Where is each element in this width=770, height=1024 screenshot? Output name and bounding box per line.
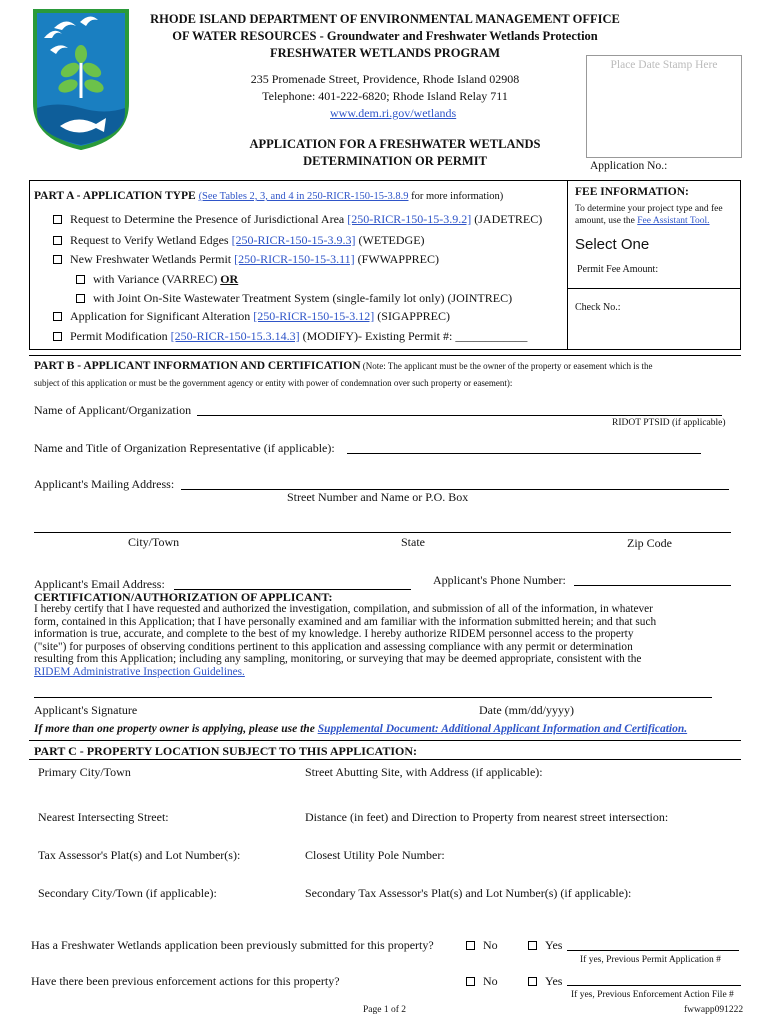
ridem-logo <box>32 8 130 150</box>
certification-heading: CERTIFICATION/AUTHORIZATION OF APPLICANT: <box>34 590 333 604</box>
ridot-ptsid-label: RIDOT PTSID (if applicable) <box>612 418 726 428</box>
form-title-line-2: DETERMINATION OR PERMIT <box>303 154 487 168</box>
form-code: fwwapp091222 <box>684 1005 744 1015</box>
form-title-line-1: APPLICATION FOR A FRESHWATER WETLANDS <box>249 137 541 151</box>
previous-application-question: Has a Freshwater Wetlands application been previously submitted for this property? <box>31 938 434 952</box>
representative-label: Name and Title of Organization Representative (if applicable): <box>34 441 335 455</box>
distance-label: Distance (in feet) and Direction to Property from nearest street intersection: <box>305 810 669 824</box>
representative-field[interactable] <box>347 453 701 454</box>
option-sigapprec[interactable]: Application for Significant Alteration [250-RICR-150-15-3.12] (SIGAPPREC) <box>53 309 450 324</box>
primary-city-label: Primary City/Town <box>38 765 131 779</box>
check-number-label: Check No.: <box>575 302 621 313</box>
certification-text: I hereby certify that I have requested and authorized the investigation, compilation, and submission of all of the information, in whatever form, contained in this Application; that I have personally examined and am familiar with the information submitted herein; and that such information is true, accurate, and complete to the best of my knowledge. I hereby authorize RIDEM personnel access to the property ("site") for purposes of observing conditions pertinent to this application and assessing compliance with any permit or determination resulting from this Application; including any sampling, monitoring, or surveying that may be deemed appropriate, consistent with the RIDEM Administrative Inspection Guidelines. <box>34 603 657 678</box>
enforcement-yes[interactable]: Yes <box>528 974 562 989</box>
checkbox[interactable] <box>76 275 85 284</box>
checkbox[interactable] <box>53 332 62 341</box>
city-state-zip-field[interactable] <box>34 532 731 533</box>
enforcement-no[interactable]: No <box>466 974 498 989</box>
part-a-tables-link[interactable]: (See Tables 2, 3, and 4 in 250-RICR-150-15-3.8.9 <box>198 191 409 202</box>
secondary-city-label: Secondary City/Town (if applicable): <box>38 886 217 900</box>
option-fwwapprec[interactable]: New Freshwater Wetlands Permit [250-RICR-150-15-3.11] (FWWAPPREC) <box>53 252 439 267</box>
zip-label: Zip Code <box>627 536 672 550</box>
part-c-heading: PART C - PROPERTY LOCATION SUBJECT TO THIS APPLICATION: <box>34 744 418 758</box>
utility-pole-label: Closest Utility Pole Number: <box>305 848 445 862</box>
checkbox[interactable] <box>53 312 62 321</box>
agency-address: 235 Promenade Street, Providence, Rhode Island 02908 <box>250 72 520 86</box>
checkbox[interactable] <box>466 977 475 986</box>
enforcement-question: Have there been previous enforcement actions for this property? <box>31 974 340 988</box>
part-a-heading: PART A - APPLICATION TYPE <box>34 190 196 202</box>
applicant-name-label: Name of Applicant/Organization <box>34 403 192 417</box>
email-label: Applicant's Email Address: <box>34 577 165 591</box>
option-wetedge[interactable]: Request to Verify Wetland Edges [250-RICR-150-15-3.9.3] (WETEDGE) <box>53 233 425 248</box>
date-stamp-box <box>586 55 742 158</box>
nearest-street-label: Nearest Intersecting Street: <box>38 810 169 824</box>
supplemental-document-link[interactable]: Supplemental Document: Additional Applicant Information and Certification. <box>317 723 688 735</box>
street-label: Street Number and Name or P.O. Box <box>287 490 469 504</box>
part-b-heading: PART B - APPLICANT INFORMATION AND CERTIFICATION <box>34 360 361 372</box>
agency-line-2: OF WATER RESOURCES - Groundwater and Freshwater Wetlands Protection <box>172 29 598 43</box>
fee-assistant-link[interactable]: Fee Assistant Tool. <box>637 216 710 226</box>
fee-description-2: amount, use the Fee Assistant Tool. <box>575 216 710 226</box>
page-number: Page 1 of 2 <box>363 1005 407 1015</box>
agency-line-1: RHODE ISLAND DEPARTMENT OF ENVIRONMENTAL MANAGEMENT OFFICE <box>150 12 620 26</box>
inspection-guidelines-link[interactable]: RIDEM Administrative Inspection Guidelines. <box>34 665 245 678</box>
fee-description-1: To determine your project type and fee <box>575 204 723 214</box>
program-name: FRESHWATER WETLANDS PROGRAM <box>269 46 501 60</box>
part-a-heading-row: PART A - APPLICATION TYPE (See Tables 2, 3, and 4 in 250-RICR-150-15-3.8.9 for more information) <box>34 190 504 202</box>
multi-owner-note: If more than one property owner is applying, please use the Supplemental Document: Additional Applicant Information and Certification. <box>34 723 688 735</box>
checkbox[interactable] <box>466 941 475 950</box>
signature-label: Applicant's Signature <box>34 703 138 717</box>
checkbox[interactable] <box>53 236 62 245</box>
part-b-heading-row: PART B - APPLICANT INFORMATION AND CERTIFICATION (Note: The applicant must be the owner of the property or easement which is the <box>34 360 653 372</box>
street-abutting-label: Street Abutting Site, with Address (if applicable): <box>305 765 543 779</box>
phone-label: Applicant's Phone Number: <box>433 573 566 587</box>
checkbox[interactable] <box>528 941 537 950</box>
agency-website-link[interactable]: www.dem.ri.gov/wetlands <box>330 106 457 120</box>
tax-plat-label: Tax Assessor's Plat(s) and Lot Number(s): <box>38 848 241 862</box>
state-label: State <box>401 535 425 549</box>
option-jadetrec[interactable]: Request to Determine the Presence of Jurisdictional Area [250-RICR-150-15-3.9.2] (JADETREC) <box>53 212 542 227</box>
checkbox[interactable] <box>76 294 85 303</box>
option-modify[interactable]: Permit Modification [250-RICR-150-15.3.14.3] (MODIFY)- Existing Permit #: ____________ <box>53 329 527 344</box>
previous-permit-label: If yes, Previous Permit Application # <box>580 955 721 965</box>
date-label: Date (mm/dd/yyyy) <box>479 703 574 717</box>
previous-permit-field[interactable] <box>567 950 739 951</box>
previous-enforcement-field[interactable] <box>567 985 741 986</box>
phone-field[interactable] <box>574 585 731 586</box>
application-number-label: Application No.: <box>590 160 668 172</box>
previous-enforcement-label: If yes, Previous Enforcement Action File # <box>571 990 734 1000</box>
permit-fee-label: Permit Fee Amount: <box>577 264 659 275</box>
mailing-address-label: Applicant's Mailing Address: <box>34 477 175 491</box>
secondary-tax-label: Secondary Tax Assessor's Plat(s) and Lot Number(s) (if applicable): <box>305 886 632 900</box>
option-jointrec[interactable]: with Joint On-Site Wastewater Treatment System (single-family lot only) (JOINTREC) <box>76 291 512 306</box>
agency-phone: Telephone: 401-222-6820; Rhode Island Relay 711 <box>262 89 508 103</box>
fee-select-dropdown[interactable]: Select One <box>575 236 650 253</box>
stamp-placeholder: Place Date Stamp Here <box>610 59 718 71</box>
option-varrec[interactable]: with Variance (VARREC) OR <box>76 272 238 287</box>
applicant-name-field[interactable] <box>197 415 722 416</box>
part-b-note: subject of this application or must be the government agency or entity with power of condemnation over such property or easement): <box>34 378 513 388</box>
previous-application-no[interactable]: No <box>466 938 498 953</box>
checkbox[interactable] <box>53 215 62 224</box>
fee-heading: FEE INFORMATION: <box>575 186 689 198</box>
previous-application-yes[interactable]: Yes <box>528 938 562 953</box>
city-label: City/Town <box>128 535 180 549</box>
checkbox[interactable] <box>528 977 537 986</box>
signature-field[interactable] <box>34 697 712 698</box>
checkbox[interactable] <box>53 255 62 264</box>
